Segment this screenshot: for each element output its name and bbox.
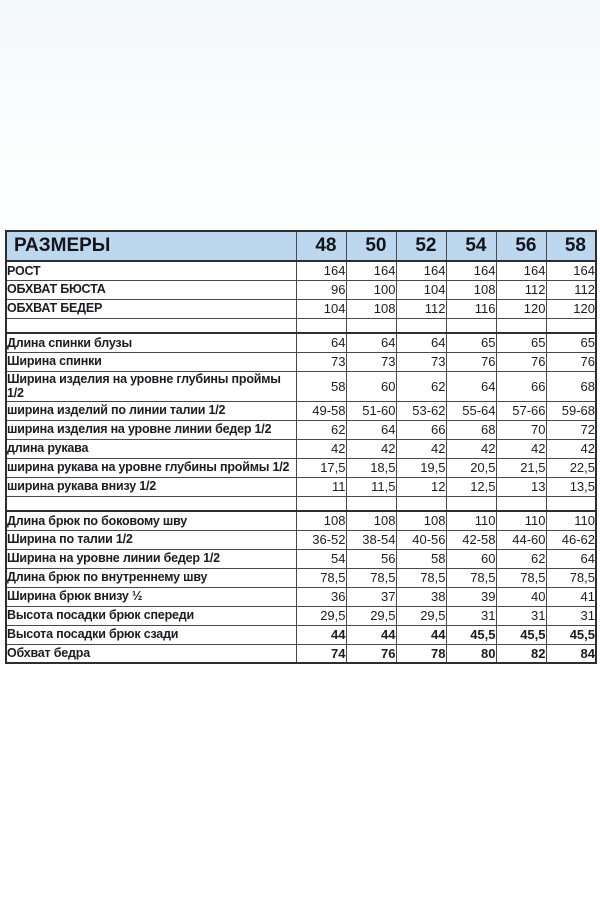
value-cell: 19,5 <box>396 458 446 477</box>
row-label-cell: Ширина изделия на уровне глубины проймы 1/2 <box>6 371 296 401</box>
value-cell: 164 <box>396 261 446 280</box>
value-cell: 66 <box>396 420 446 439</box>
row-label-cell: ширина изделий по линии талии 1/2 <box>6 401 296 420</box>
spacer-value-cell <box>546 318 596 333</box>
spacer-value-cell <box>446 318 496 333</box>
value-cell: 80 <box>446 644 496 663</box>
value-cell: 78,5 <box>346 568 396 587</box>
table-row <box>6 587 596 606</box>
table-row <box>6 530 596 549</box>
value-cell: 72 <box>546 420 596 439</box>
value-cell: 60 <box>346 371 396 401</box>
value-cell: 64 <box>346 333 396 352</box>
value-cell: 112 <box>396 299 446 318</box>
table-row <box>6 261 596 280</box>
value-cell: 54 <box>296 549 346 568</box>
value-cell: 12,5 <box>446 477 496 496</box>
value-cell: 31 <box>446 606 496 625</box>
spacer-value-cell <box>546 496 596 511</box>
value-cell: 11 <box>296 477 346 496</box>
table-row <box>6 333 596 352</box>
spacer-value-cell <box>396 496 446 511</box>
spacer-value-cell <box>346 318 396 333</box>
value-cell: 42 <box>296 439 346 458</box>
table-row <box>6 299 596 318</box>
value-cell: 73 <box>396 352 446 371</box>
table-row <box>6 371 596 401</box>
value-cell: 62 <box>296 420 346 439</box>
value-cell: 112 <box>546 280 596 299</box>
value-cell: 76 <box>496 352 546 371</box>
value-cell: 64 <box>396 333 446 352</box>
value-cell: 120 <box>496 299 546 318</box>
value-cell: 65 <box>546 333 596 352</box>
value-cell: 13,5 <box>546 477 596 496</box>
spacer-value-cell <box>296 318 346 333</box>
value-cell: 36-52 <box>296 530 346 549</box>
value-cell: 110 <box>546 511 596 530</box>
table-row <box>6 568 596 587</box>
value-cell: 164 <box>446 261 496 280</box>
value-cell: 38 <box>396 587 446 606</box>
value-cell: 31 <box>546 606 596 625</box>
value-cell: 164 <box>496 261 546 280</box>
value-cell: 21,5 <box>496 458 546 477</box>
value-cell: 40-56 <box>396 530 446 549</box>
value-cell: 96 <box>296 280 346 299</box>
header-cell-size: 50 <box>346 231 396 261</box>
value-cell: 29,5 <box>296 606 346 625</box>
spacer-value-cell <box>396 318 446 333</box>
value-cell: 45,5 <box>546 625 596 644</box>
row-label-cell: Длина спинки блузы <box>6 333 296 352</box>
value-cell: 44 <box>396 625 446 644</box>
value-cell: 78,5 <box>396 568 446 587</box>
size-chart-container <box>5 230 596 664</box>
row-label-cell: длина рукава <box>6 439 296 458</box>
value-cell: 40 <box>496 587 546 606</box>
value-cell: 108 <box>296 511 346 530</box>
value-cell: 58 <box>396 549 446 568</box>
table-header-row <box>6 231 596 261</box>
value-cell: 116 <box>446 299 496 318</box>
row-label-cell: Ширина на уровне линии бедер 1/2 <box>6 549 296 568</box>
header-cell-size: 54 <box>446 231 496 261</box>
table-row <box>6 352 596 371</box>
header-cell-size: 58 <box>546 231 596 261</box>
value-cell: 74 <box>296 644 346 663</box>
value-cell: 41 <box>546 587 596 606</box>
value-cell: 42-58 <box>446 530 496 549</box>
table-row <box>6 477 596 496</box>
value-cell: 164 <box>346 261 396 280</box>
value-cell: 12 <box>396 477 446 496</box>
value-cell: 120 <box>546 299 596 318</box>
value-cell: 22,5 <box>546 458 596 477</box>
value-cell: 84 <box>546 644 596 663</box>
row-label-cell: ширина рукава на уровне глубины проймы 1/2 <box>6 458 296 477</box>
spacer-label-cell <box>6 496 296 511</box>
value-cell: 37 <box>346 587 396 606</box>
table-row <box>6 644 596 663</box>
value-cell: 57-66 <box>496 401 546 420</box>
spacer-value-cell <box>496 496 546 511</box>
value-cell: 60 <box>446 549 496 568</box>
value-cell: 64 <box>546 549 596 568</box>
spacer-value-cell <box>496 318 546 333</box>
value-cell: 108 <box>446 280 496 299</box>
spacer-row <box>6 496 596 511</box>
spacer-value-cell <box>446 496 496 511</box>
value-cell: 44 <box>296 625 346 644</box>
value-cell: 29,5 <box>346 606 396 625</box>
value-cell: 42 <box>396 439 446 458</box>
value-cell: 82 <box>496 644 546 663</box>
value-cell: 31 <box>496 606 546 625</box>
value-cell: 17,5 <box>296 458 346 477</box>
table-row <box>6 549 596 568</box>
value-cell: 29,5 <box>396 606 446 625</box>
value-cell: 42 <box>496 439 546 458</box>
value-cell: 78,5 <box>296 568 346 587</box>
row-label-cell: РОСТ <box>6 261 296 280</box>
table-row <box>6 401 596 420</box>
header-cell-size: 56 <box>496 231 546 261</box>
value-cell: 38-54 <box>346 530 396 549</box>
row-label-cell: ОБХВАТ БЕДЕР <box>6 299 296 318</box>
value-cell: 70 <box>496 420 546 439</box>
value-cell: 64 <box>296 333 346 352</box>
value-cell: 64 <box>346 420 396 439</box>
value-cell: 65 <box>446 333 496 352</box>
value-cell: 104 <box>296 299 346 318</box>
row-label-cell: Обхват бедра <box>6 644 296 663</box>
value-cell: 76 <box>346 644 396 663</box>
value-cell: 78,5 <box>546 568 596 587</box>
value-cell: 62 <box>496 549 546 568</box>
value-cell: 112 <box>496 280 546 299</box>
value-cell: 164 <box>546 261 596 280</box>
value-cell: 53-62 <box>396 401 446 420</box>
value-cell: 164 <box>296 261 346 280</box>
spacer-row <box>6 318 596 333</box>
value-cell: 108 <box>396 511 446 530</box>
table-row <box>6 511 596 530</box>
value-cell: 55-64 <box>446 401 496 420</box>
table-body <box>6 261 596 663</box>
value-cell: 78,5 <box>496 568 546 587</box>
value-cell: 76 <box>446 352 496 371</box>
row-label-cell: Ширина спинки <box>6 352 296 371</box>
value-cell: 11,5 <box>346 477 396 496</box>
spacer-value-cell <box>346 496 396 511</box>
value-cell: 78,5 <box>446 568 496 587</box>
table-row <box>6 439 596 458</box>
row-label-cell: Высота посадки брюк сзади <box>6 625 296 644</box>
value-cell: 62 <box>396 371 446 401</box>
value-cell: 46-62 <box>546 530 596 549</box>
value-cell: 49-58 <box>296 401 346 420</box>
value-cell: 59-68 <box>546 401 596 420</box>
value-cell: 76 <box>546 352 596 371</box>
row-label-cell: Длина брюк по боковому шву <box>6 511 296 530</box>
table-row <box>6 458 596 477</box>
value-cell: 42 <box>446 439 496 458</box>
row-label-cell: Ширина брюк внизу ½ <box>6 587 296 606</box>
value-cell: 44-60 <box>496 530 546 549</box>
table-row <box>6 625 596 644</box>
value-cell: 39 <box>446 587 496 606</box>
spacer-value-cell <box>296 496 346 511</box>
value-cell: 110 <box>446 511 496 530</box>
value-cell: 100 <box>346 280 396 299</box>
size-table <box>5 230 597 664</box>
value-cell: 73 <box>296 352 346 371</box>
value-cell: 36 <box>296 587 346 606</box>
value-cell: 108 <box>346 299 396 318</box>
value-cell: 45,5 <box>446 625 496 644</box>
value-cell: 66 <box>496 371 546 401</box>
value-cell: 20,5 <box>446 458 496 477</box>
value-cell: 68 <box>546 371 596 401</box>
row-label-cell: Длина брюк по внутреннему шву <box>6 568 296 587</box>
value-cell: 42 <box>346 439 396 458</box>
value-cell: 58 <box>296 371 346 401</box>
table-row <box>6 420 596 439</box>
value-cell: 65 <box>496 333 546 352</box>
value-cell: 51-60 <box>346 401 396 420</box>
value-cell: 68 <box>446 420 496 439</box>
table-row <box>6 280 596 299</box>
value-cell: 13 <box>496 477 546 496</box>
row-label-cell: ОБХВАТ БЮСТА <box>6 280 296 299</box>
header-cell-sizes-title: РАЗМЕРЫ <box>6 231 296 261</box>
spacer-label-cell <box>6 318 296 333</box>
table-row <box>6 606 596 625</box>
value-cell: 108 <box>346 511 396 530</box>
value-cell: 110 <box>496 511 546 530</box>
row-label-cell: Ширина по талии 1/2 <box>6 530 296 549</box>
value-cell: 64 <box>446 371 496 401</box>
value-cell: 44 <box>346 625 396 644</box>
value-cell: 42 <box>546 439 596 458</box>
row-label-cell: ширина рукава внизу 1/2 <box>6 477 296 496</box>
value-cell: 73 <box>346 352 396 371</box>
value-cell: 18,5 <box>346 458 396 477</box>
header-cell-size: 52 <box>396 231 446 261</box>
value-cell: 78 <box>396 644 446 663</box>
header-cell-size: 48 <box>296 231 346 261</box>
row-label-cell: Высота посадки брюк спереди <box>6 606 296 625</box>
value-cell: 56 <box>346 549 396 568</box>
row-label-cell: ширина изделия на уровне линии бедер 1/2 <box>6 420 296 439</box>
value-cell: 104 <box>396 280 446 299</box>
value-cell: 45,5 <box>496 625 546 644</box>
